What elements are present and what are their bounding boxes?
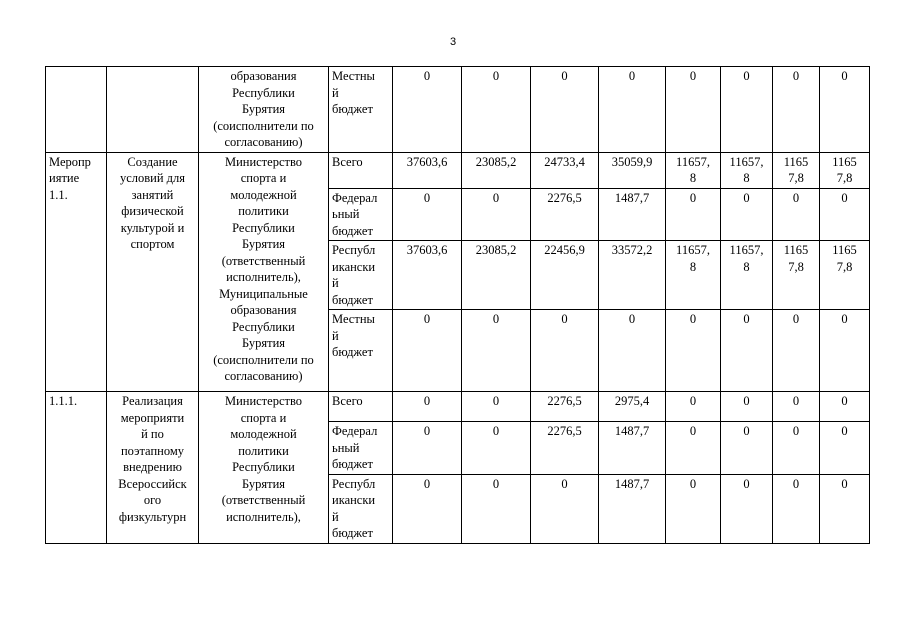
value-cell: 37603,6 xyxy=(393,241,462,310)
value-cell: 0 xyxy=(393,67,462,153)
value-cell: 2975,4 xyxy=(599,392,666,422)
table-body xyxy=(46,67,870,544)
value-cell: 2276,5 xyxy=(531,392,599,422)
value-cell: 0 xyxy=(599,310,666,392)
value-cell: 1487,7 xyxy=(599,422,666,475)
budget-source-cell: Республ икански й бюджет xyxy=(329,474,393,543)
value-cell: 0 xyxy=(721,188,773,241)
value-cell: 0 xyxy=(721,67,773,153)
value-cell: 0 xyxy=(773,474,820,543)
value-cell: 0 xyxy=(666,67,721,153)
value-cell: 11657, 8 xyxy=(721,152,773,188)
value-cell: 22456,9 xyxy=(531,241,599,310)
value-cell: 0 xyxy=(666,392,721,422)
value-cell: 24733,4 xyxy=(531,152,599,188)
executor-cell: образования Республики Бурятия (соисполнители по согласованию) xyxy=(199,67,329,153)
value-cell: 0 xyxy=(820,422,870,475)
value-cell: 0 xyxy=(666,188,721,241)
value-cell: 0 xyxy=(531,310,599,392)
code-cell xyxy=(46,67,107,153)
name-cell: Создание условий для занятий физической культурой и спортом xyxy=(107,152,199,392)
value-cell: 0 xyxy=(666,474,721,543)
value-cell: 1165 7,8 xyxy=(773,241,820,310)
budget-source-cell: Федерал ьный бюджет xyxy=(329,422,393,475)
value-cell: 0 xyxy=(773,392,820,422)
value-cell: 0 xyxy=(531,474,599,543)
value-cell: 0 xyxy=(721,392,773,422)
value-cell: 11657, 8 xyxy=(666,152,721,188)
value-cell: 0 xyxy=(666,422,721,475)
value-cell: 35059,9 xyxy=(599,152,666,188)
value-cell: 0 xyxy=(721,474,773,543)
value-cell: 0 xyxy=(393,474,462,543)
value-cell: 1487,7 xyxy=(599,474,666,543)
value-cell: 0 xyxy=(462,188,531,241)
code-cell: Меропр иятие 1.1. xyxy=(46,152,107,392)
budget-table xyxy=(45,66,870,544)
budget-source-cell: Республ икански й бюджет xyxy=(329,241,393,310)
budget-source-cell: Местны й бюджет xyxy=(329,310,393,392)
budget-source-cell: Всего xyxy=(329,152,393,188)
table-row xyxy=(46,67,870,153)
code-cell: 1.1.1. xyxy=(46,392,107,544)
value-cell: 0 xyxy=(773,188,820,241)
value-cell: 37603,6 xyxy=(393,152,462,188)
value-cell: 1165 7,8 xyxy=(820,241,870,310)
value-cell: 1165 7,8 xyxy=(773,152,820,188)
executor-cell: Министерство спорта и молодежной политики Республики Бурятия (ответственный исполнитель), Муниципальные образования Республики Бурятия (соисполнители по согласованию) xyxy=(199,152,329,392)
value-cell: 0 xyxy=(599,67,666,153)
value-cell: 0 xyxy=(721,310,773,392)
value-cell: 0 xyxy=(462,392,531,422)
value-cell: 0 xyxy=(820,310,870,392)
value-cell: 0 xyxy=(721,422,773,475)
value-cell: 0 xyxy=(531,67,599,153)
value-cell: 0 xyxy=(393,422,462,475)
value-cell: 23085,2 xyxy=(462,152,531,188)
value-cell: 2276,5 xyxy=(531,188,599,241)
value-cell: 0 xyxy=(820,67,870,153)
budget-source-cell: Местны й бюджет xyxy=(329,67,393,153)
value-cell: 0 xyxy=(773,67,820,153)
value-cell: 0 xyxy=(820,474,870,543)
value-cell: 0 xyxy=(820,188,870,241)
value-cell: 0 xyxy=(393,310,462,392)
value-cell: 0 xyxy=(820,392,870,422)
value-cell: 0 xyxy=(462,310,531,392)
table-row xyxy=(46,392,870,422)
name-cell xyxy=(107,67,199,153)
value-cell: 2276,5 xyxy=(531,422,599,475)
value-cell: 0 xyxy=(462,474,531,543)
value-cell: 0 xyxy=(393,188,462,241)
value-cell: 1165 7,8 xyxy=(820,152,870,188)
value-cell: 0 xyxy=(393,392,462,422)
value-cell: 23085,2 xyxy=(462,241,531,310)
executor-cell: Министерство спорта и молодежной политики Республики Бурятия (ответственный исполнитель), xyxy=(199,392,329,544)
value-cell: 0 xyxy=(773,310,820,392)
value-cell: 11657, 8 xyxy=(666,241,721,310)
value-cell: 0 xyxy=(666,310,721,392)
value-cell: 1487,7 xyxy=(599,188,666,241)
budget-source-cell: Федерал ьный бюджет xyxy=(329,188,393,241)
table-row xyxy=(46,152,870,188)
budget-source-cell: Всего xyxy=(329,392,393,422)
value-cell: 33572,2 xyxy=(599,241,666,310)
value-cell: 0 xyxy=(773,422,820,475)
page-number: 3 xyxy=(449,36,457,48)
name-cell: Реализация мероприяти й по поэтапному внедрению Всероссийск ого физкультурн xyxy=(107,392,199,544)
value-cell: 11657, 8 xyxy=(721,241,773,310)
value-cell: 0 xyxy=(462,67,531,153)
value-cell: 0 xyxy=(462,422,531,475)
